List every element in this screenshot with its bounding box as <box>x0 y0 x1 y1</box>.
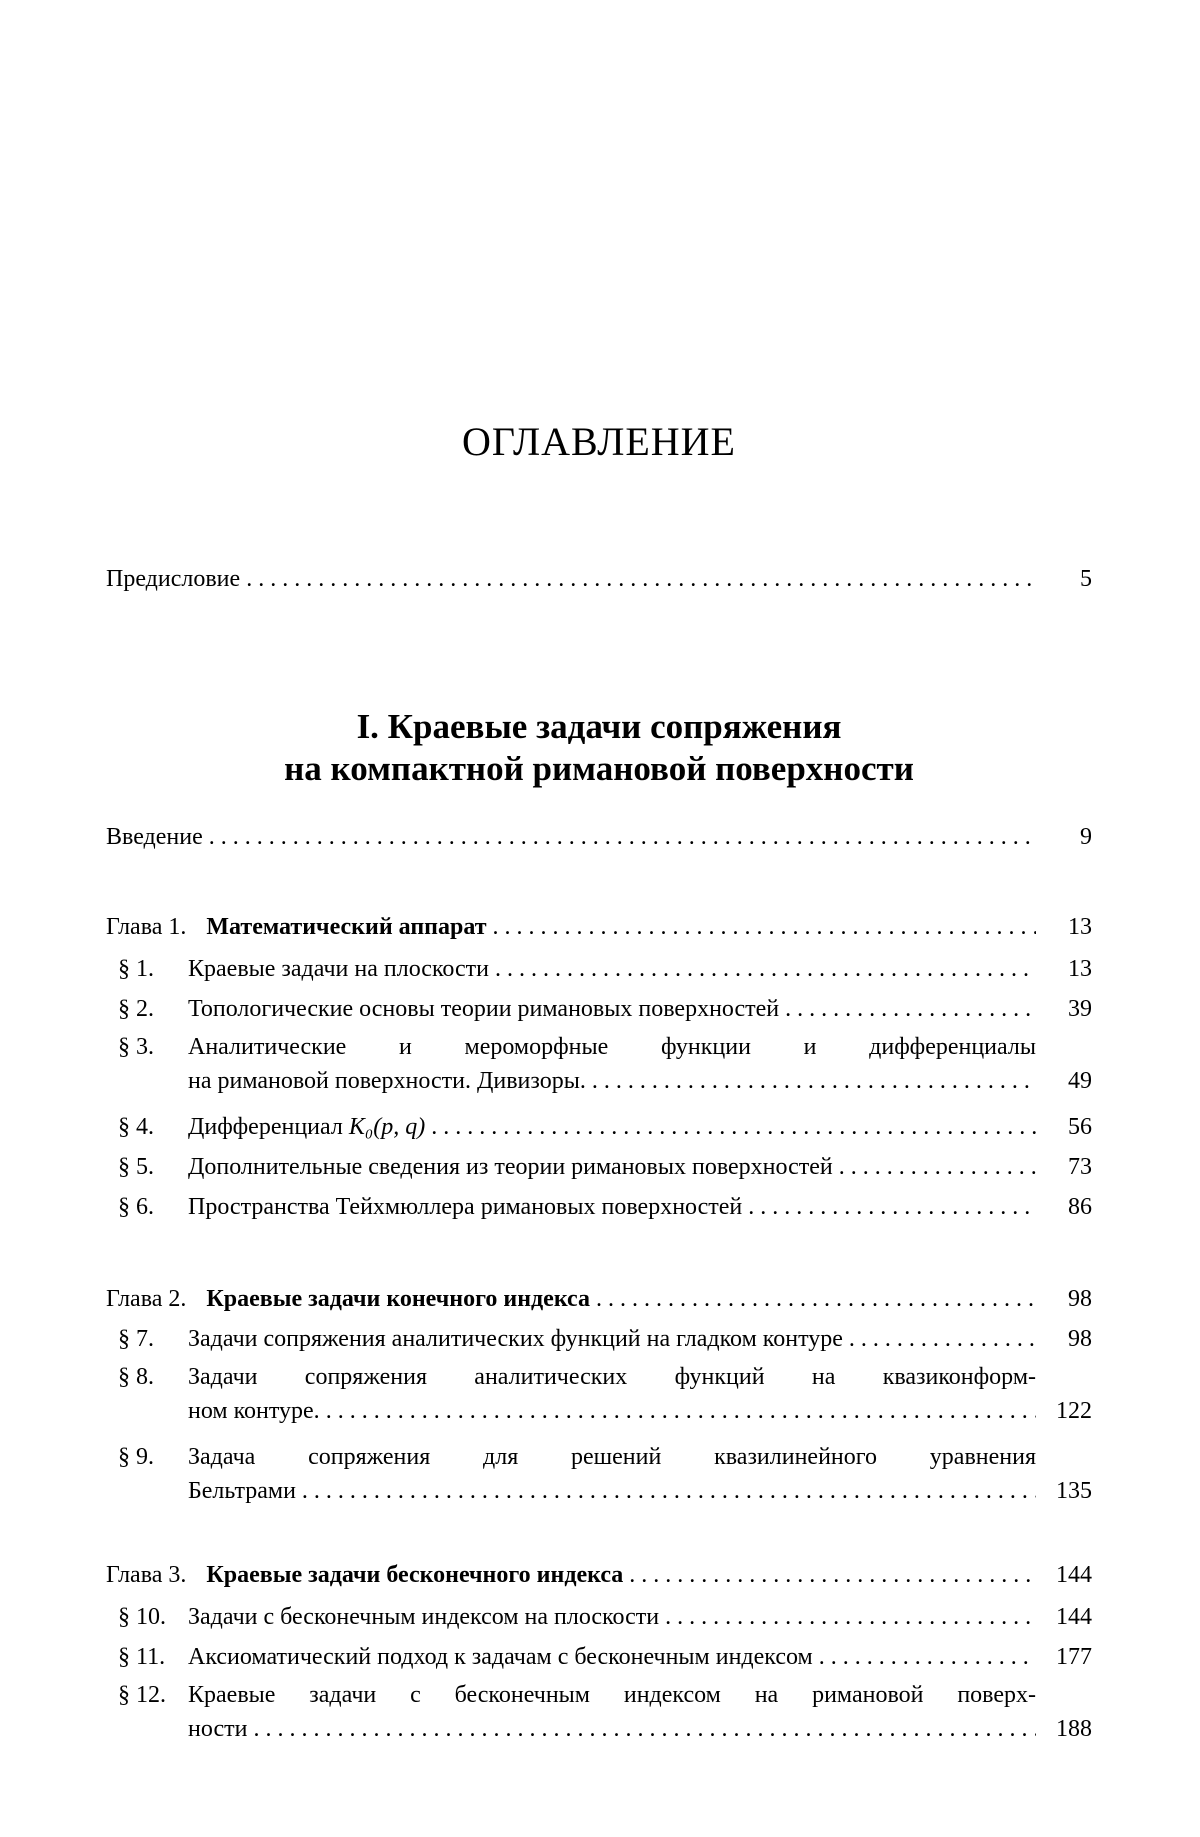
toc-title: ОГЛАВЛЕНИЕ <box>106 418 1092 465</box>
leader-dots <box>748 1192 1036 1222</box>
leader-dots <box>209 822 1036 852</box>
page-number: 122 <box>1042 1394 1092 1428</box>
toc-entry-intro[interactable] <box>106 822 1092 852</box>
section-number: § 4. <box>118 1112 188 1142</box>
section-number: § 11. <box>118 1642 188 1672</box>
section-title-line1: Краевые задачи с бесконечным индексом на римановой поверх- <box>188 1678 1036 1712</box>
section-title-line2: ном контуре. <box>188 1394 320 1428</box>
leader-dots <box>665 1602 1036 1632</box>
leader-dots <box>849 1324 1036 1354</box>
section-number: § 5. <box>118 1152 188 1182</box>
math-formula: K₀(p, q) <box>349 1114 425 1140</box>
leader-dots <box>302 1474 1036 1508</box>
page-number: 49 <box>1042 1064 1092 1098</box>
toc-section-12[interactable] <box>118 1678 1092 1746</box>
page-number: 98 <box>1042 1284 1092 1314</box>
toc-section-2[interactable] <box>118 994 1092 1024</box>
chapter-prefix: Глава 2. <box>106 1286 186 1312</box>
toc-section-4[interactable] <box>118 1112 1092 1142</box>
toc-entry-preface[interactable] <box>106 564 1092 594</box>
section-title-line1: Задача сопряжения для решений квазилинейного уравнения <box>188 1440 1036 1474</box>
section-title-line2: Бельтрами <box>188 1474 296 1508</box>
leader-dots <box>253 1712 1036 1746</box>
page-number: 9 <box>1042 822 1092 852</box>
section-title: Дополнительные сведения из теории римановых поверхностей <box>188 1154 833 1180</box>
entry-label: Предисловие <box>106 564 240 594</box>
page-number: 144 <box>1042 1602 1092 1632</box>
section-title: Дифференциал <box>188 1114 349 1140</box>
toc-section-11[interactable] <box>118 1642 1092 1672</box>
toc-section-6[interactable] <box>118 1192 1092 1222</box>
chapter-prefix: Глава 1. <box>106 914 186 940</box>
section-number: § 10. <box>118 1602 188 1632</box>
section-title: Задачи сопряжения аналитических функций на гладком контуре <box>188 1326 843 1352</box>
section-title: Аксиоматический подход к задачам с бесконечным индексом <box>188 1644 813 1670</box>
page-number: 39 <box>1042 994 1092 1024</box>
leader-dots <box>495 954 1036 984</box>
leader-dots <box>493 912 1037 942</box>
leader-dots <box>629 1560 1036 1590</box>
toc-chapter-1[interactable] <box>106 912 1092 942</box>
toc-section-1[interactable] <box>118 954 1092 984</box>
section-number: § 3. <box>118 1030 188 1064</box>
leader-dots <box>819 1642 1036 1672</box>
section-number: § 12. <box>118 1678 188 1712</box>
page-number: 5 <box>1042 564 1092 594</box>
leader-dots <box>326 1394 1036 1428</box>
toc-chapter-3[interactable] <box>106 1560 1092 1590</box>
toc-section-7[interactable] <box>118 1324 1092 1354</box>
part-heading-line1: I. Краевые задачи сопряжения <box>106 706 1092 748</box>
page-number: 13 <box>1042 912 1092 942</box>
page-number: 188 <box>1042 1712 1092 1746</box>
toc-section-8[interactable] <box>118 1360 1092 1428</box>
section-title: Пространства Тейхмюллера римановых поверхностей <box>188 1194 742 1220</box>
page-number: 135 <box>1042 1474 1092 1508</box>
section-number: § 2. <box>118 994 188 1024</box>
page-number: 144 <box>1042 1560 1092 1590</box>
chapter-title: Краевые задачи конечного индекса <box>206 1286 590 1312</box>
chapter-title: Краевые задачи бесконечного индекса <box>206 1562 623 1588</box>
section-number: § 7. <box>118 1324 188 1354</box>
page-number: 73 <box>1042 1152 1092 1182</box>
section-title: Топологические основы теории римановых поверхностей <box>188 996 779 1022</box>
chapter-title: Математический аппарат <box>206 914 486 940</box>
leader-dots <box>785 994 1036 1024</box>
section-title: Краевые задачи на плоскости <box>188 956 489 982</box>
section-title-line2: на римановой поверхности. Дивизоры. <box>188 1064 586 1098</box>
toc-section-9[interactable] <box>118 1440 1092 1508</box>
leader-dots <box>839 1152 1036 1182</box>
page-number: 86 <box>1042 1192 1092 1222</box>
section-number: § 6. <box>118 1192 188 1222</box>
section-title: Задачи с бесконечным индексом на плоскости <box>188 1604 659 1630</box>
section-number: § 9. <box>118 1440 188 1474</box>
section-title-line1: Аналитические и мероморфные функции и дифференциалы <box>188 1030 1036 1064</box>
section-number: § 8. <box>118 1360 188 1394</box>
section-title-line1: Задачи сопряжения аналитических функций на квазиконформ- <box>188 1360 1036 1394</box>
leader-dots <box>246 564 1036 594</box>
leader-dots <box>596 1284 1036 1314</box>
page-number: 13 <box>1042 954 1092 984</box>
leader-dots <box>431 1112 1036 1142</box>
entry-label: Введение <box>106 822 203 852</box>
chapter-prefix: Глава 3. <box>106 1562 186 1588</box>
part-heading-line2: на компактной римановой поверхности <box>106 748 1092 790</box>
toc-section-3[interactable] <box>118 1030 1092 1098</box>
page-number: 177 <box>1042 1642 1092 1672</box>
section-title-line2: ности <box>188 1712 247 1746</box>
page-number: 98 <box>1042 1324 1092 1354</box>
leader-dots <box>592 1064 1036 1098</box>
page-number: 56 <box>1042 1112 1092 1142</box>
toc-chapter-2[interactable] <box>106 1284 1092 1314</box>
section-number: § 1. <box>118 954 188 984</box>
toc-section-10[interactable] <box>118 1602 1092 1632</box>
toc-section-5[interactable] <box>118 1152 1092 1182</box>
